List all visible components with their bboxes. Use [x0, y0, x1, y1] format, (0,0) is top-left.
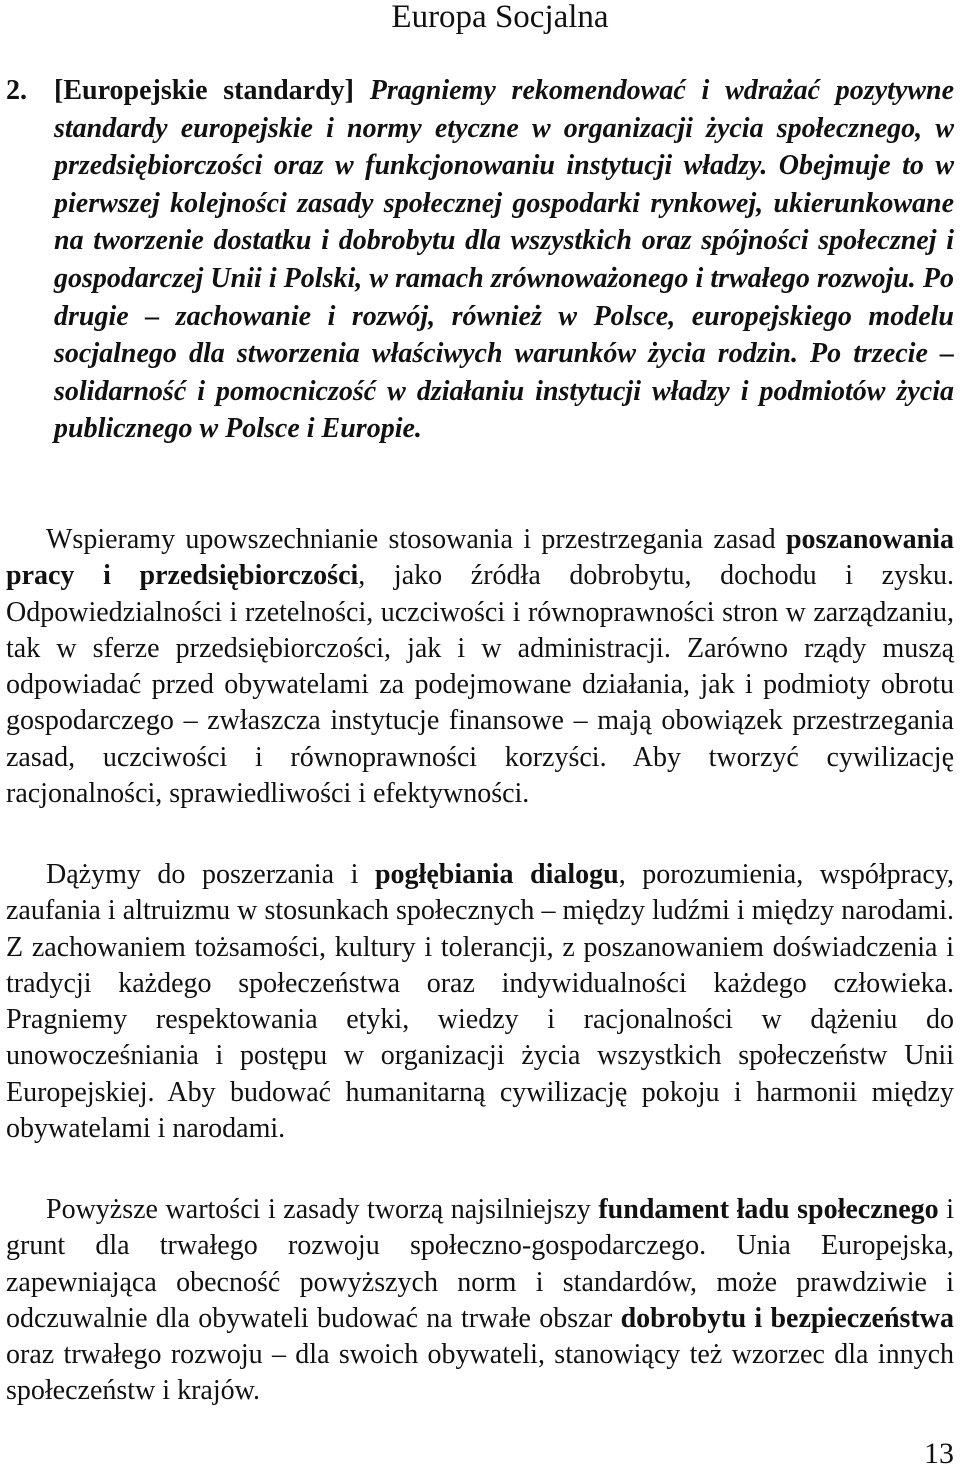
item-number: 2. [6, 75, 27, 106]
paragraph-3-text-middle: i grunt dla trwałego rozwoju społeczno-gospodarczego. Unia Europejska, zapewniająca obecność powyższych norm i standardów, może prawdziwie i odczuwalnie dla obywateli budować na trwałe obszar [6, 1194, 954, 1334]
paragraph-1 [6, 522, 954, 812]
item-body [54, 72, 954, 448]
paragraph-3-text-end: oraz trwałego rozwoju – dla swoich obywateli, stanowiący też wzorzec dla innych społeczeństw i krajów. [6, 1339, 954, 1407]
paragraph-1-text-end: , jako źródła dobrobytu, dochodu i zysku. Odpowiedzialności i rzetelności, uczciwości i równoprawności stron w zarządzaniu, tak w sferze przedsiębiorczości, jak i w administracji. Zarówno rządy muszą odpowiadać przed obywatelami za podejmowane działania, jak i podmioty obrotu gospodarczego – zwłaszcza instytucje finansowe – mają obowiązek przestrzegania zasad, uczciwości i równoprawności korzyści. Aby tworzyć cywilizację racjonalności, sprawiedliwości i efektywności. [6, 560, 954, 810]
paragraph-1-text-start: Wspieramy upowszechnianie stosowania i przestrzegania zasad [46, 524, 786, 555]
paragraph-3 [6, 1192, 954, 1410]
paragraph-3-emphasis: fundament ładu społecznego [598, 1194, 939, 1225]
paragraph-2-text-start: Dążymy do poszerzania i [46, 859, 375, 890]
paragraph-1-emphasis: poszanowania pracy i przedsiębiorczości [6, 524, 954, 592]
numbered-item [6, 72, 954, 448]
paragraph-2-text-end: , porozumienia, współpracy, zaufania i altruizmu w stosunkach społecznych – między ludźmi i między narodami. Z zachowaniem tożsamości, kultury i tolerancji, z poszanowaniem doświadczenia i tradycji każdego społeczeństwa oraz indywidualności każdego człowieka. Pragniemy respektowania etyki, wiedzy i racjonalności w dążeniu do unowocześniania i postępu w organizacji życia wszystkich społeczeństw Unii Europejskiej. Aby budować humanitarną cywilizację pokoju i harmonii między obywatelami i narodami. [6, 859, 954, 1145]
paragraph-2 [6, 857, 954, 1147]
page-header [0, 0, 960, 36]
paragraph-3-emphasis-2: dobrobytu i bezpieczeństwa [620, 1302, 954, 1334]
item-label: [Europejskie standardy] [54, 75, 354, 106]
page-number: 13 [924, 1437, 954, 1470]
paragraph-2-emphasis: pogłębiania dialogu [374, 859, 619, 890]
paragraph-3-text-start: Powyższe wartości i zasady tworzą najsilniejszy [46, 1194, 599, 1225]
page-header-title: Europa Socjalna [391, 0, 609, 35]
item-text: Pragniemy rekomendować i wdrażać pozytywne standardy europejskie i normy etyczne w organizacji życia społecznego, w przedsiębiorczości oraz w funkcjonowaniu instytucji władzy. Obejmuje to w pierwszej kolejności zasady społecznej gospodarki rynkowej, ukierunkowane na tworzenie dostatku i dobrobytu dla wszystkich oraz spójności społecznej i gospodarczej Unii i Polski, w ramach zrównoważonego i trwałego rozwoju. Po drugie – zachowanie i rozwój, również w Polsce, europejskiego modelu socjalnego dla stworzenia właściwych warunków życia rodzin. Po trzecie – solidarność i pomocniczość w działaniu instytucji władzy i podmiotów życia publicznego w Polsce i Europie. [54, 75, 955, 445]
